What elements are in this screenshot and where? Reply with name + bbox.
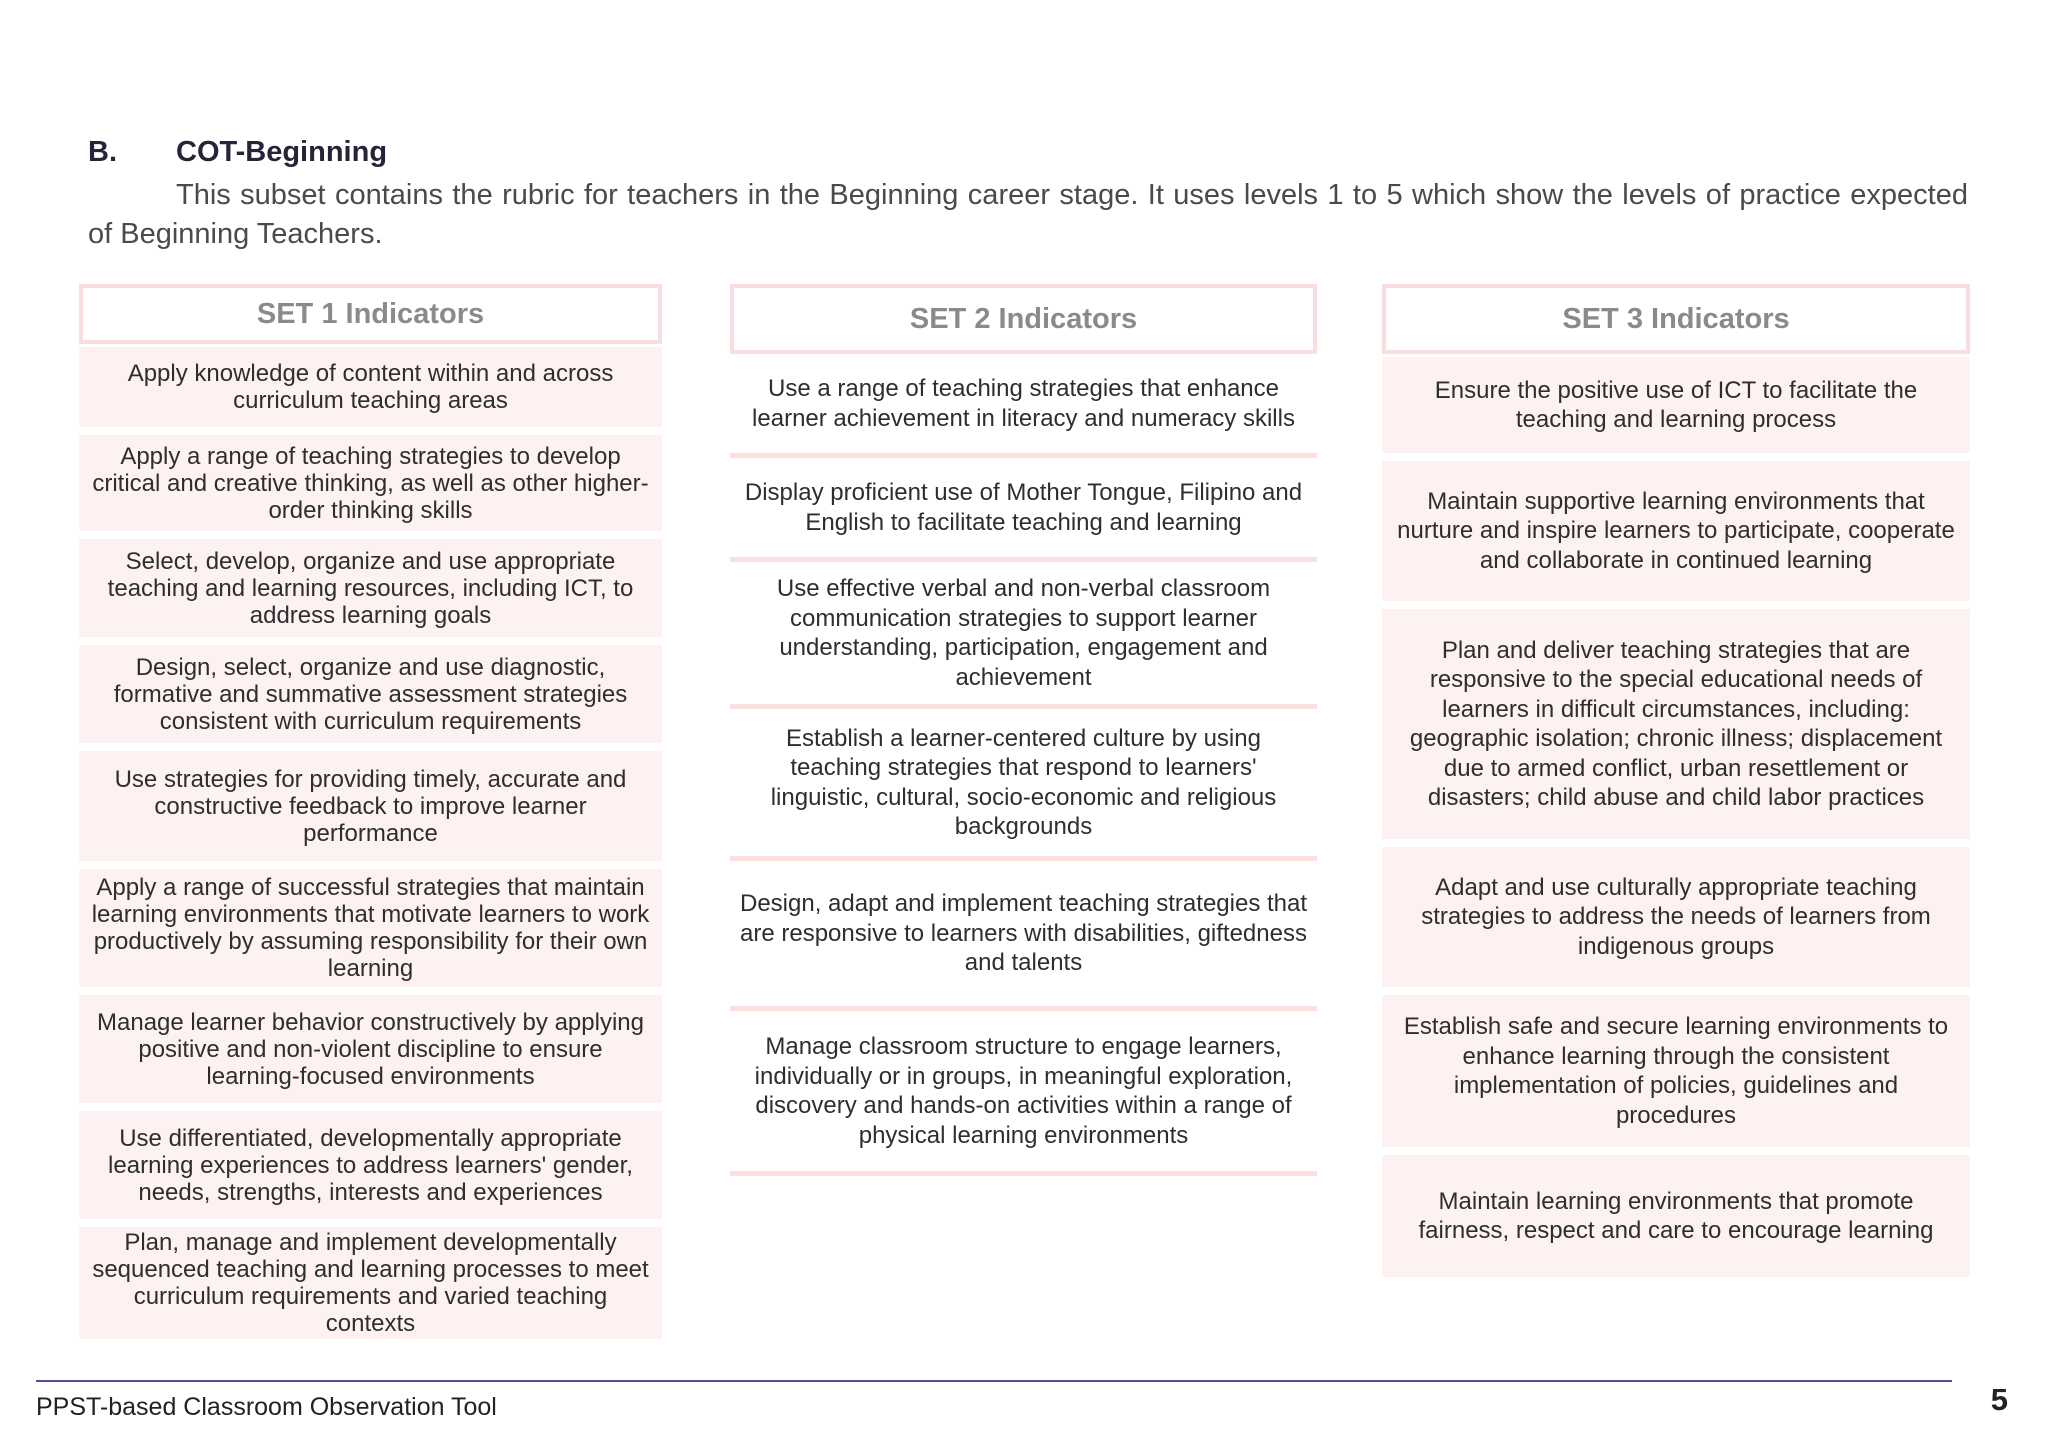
section-title: COT-Beginning (176, 136, 388, 168)
set-1-indicator: Apply a range of successful strategies that maintain learning environments that motivate learners to work productively by assuming responsibility for their own learning (79, 869, 662, 987)
set-2-indicator: Manage classroom structure to engage learners, individually or in groups, in meaningful exploration, discovery and hands-on activities within a range of physical learning environments (730, 1011, 1317, 1176)
set-3-indicator: Maintain learning environments that promote fairness, respect and care to encourage learning (1382, 1155, 1970, 1277)
set-2-indicator: Use effective verbal and non-verbal classroom communication strategies to support learner understanding, participation, engagement and achievement (730, 562, 1317, 709)
set-3-indicator: Adapt and use culturally appropriate teaching strategies to address the needs of learners from indigenous groups (1382, 847, 1970, 987)
set-1-indicator: Apply a range of teaching strategies to develop critical and creative thinking, as well as other higher-order thinking skills (79, 435, 662, 531)
set-1-column (79, 284, 662, 1339)
set-1-indicator: Manage learner behavior constructively by applying positive and non-violent discipline to ensure learning-focused environments (79, 995, 662, 1103)
page-number: 5 (1990, 1382, 2008, 1417)
set-2-indicator: Use a range of teaching strategies that enhance learner achievement in literacy and numeracy skills (730, 354, 1317, 458)
section-letter: B. (88, 136, 117, 168)
set-1-indicator: Design, select, organize and use diagnostic, formative and summative assessment strategies consistent with curriculum requirements (79, 645, 662, 743)
footer-title: PPST-based Classroom Observation Tool (36, 1393, 497, 1421)
set-1-header: SET 1 Indicators (79, 284, 662, 344)
set-2-header: SET 2 Indicators (730, 284, 1317, 354)
set-1-indicator: Use differentiated, developmentally appropriate learning experiences to address learners' gender, needs, strengths, interests and experiences (79, 1111, 662, 1219)
set-2-indicator: Establish a learner-centered culture by using teaching strategies that respond to learners' linguistic, cultural, socio-economic and religious backgrounds (730, 709, 1317, 861)
set-1-indicator: Use strategies for providing timely, accurate and constructive feedback to improve learner performance (79, 751, 662, 861)
set-1-indicator: Apply knowledge of content within and across curriculum teaching areas (79, 347, 662, 427)
set-2-column (730, 284, 1317, 1176)
set-3-indicator: Maintain supportive learning environments that nurture and inspire learners to participate, cooperate and collaborate in continued learning (1382, 461, 1970, 601)
set-3-indicator: Plan and deliver teaching strategies that are responsive to the special educational needs of learners in difficult circumstances, including: geographic isolation; chronic illness; displacement due to armed conflict, urban resettlement or disasters; child abuse and child labor practices (1382, 609, 1970, 839)
set-3-header: SET 3 Indicators (1382, 284, 1970, 354)
set-1-indicator: Plan, manage and implement developmentally sequenced teaching and learning processes to meet curriculum requirements and varied teaching contexts (79, 1227, 662, 1339)
section-intro: This subset contains the rubric for teachers in the Beginning career stage. It uses levels 1 to 5 which show the levels of practice expected of Beginning Teachers. (88, 179, 1968, 250)
section-heading (88, 136, 387, 169)
set-3-indicator: Ensure the positive use of ICT to facilitate the teaching and learning process (1382, 357, 1970, 453)
set-2-indicator: Design, adapt and implement teaching strategies that are responsive to learners with disabilities, giftedness and talents (730, 861, 1317, 1011)
set-3-indicator: Establish safe and secure learning environments to enhance learning through the consistent implementation of policies, guidelines and procedures (1382, 995, 1970, 1147)
set-3-column (1382, 284, 1970, 1277)
set-2-indicator: Display proficient use of Mother Tongue, Filipino and English to facilitate teaching and learning (730, 458, 1317, 562)
set-1-indicator: Select, develop, organize and use appropriate teaching and learning resources, including ICT, to address learning goals (79, 539, 662, 637)
footer-divider (36, 1380, 1952, 1382)
